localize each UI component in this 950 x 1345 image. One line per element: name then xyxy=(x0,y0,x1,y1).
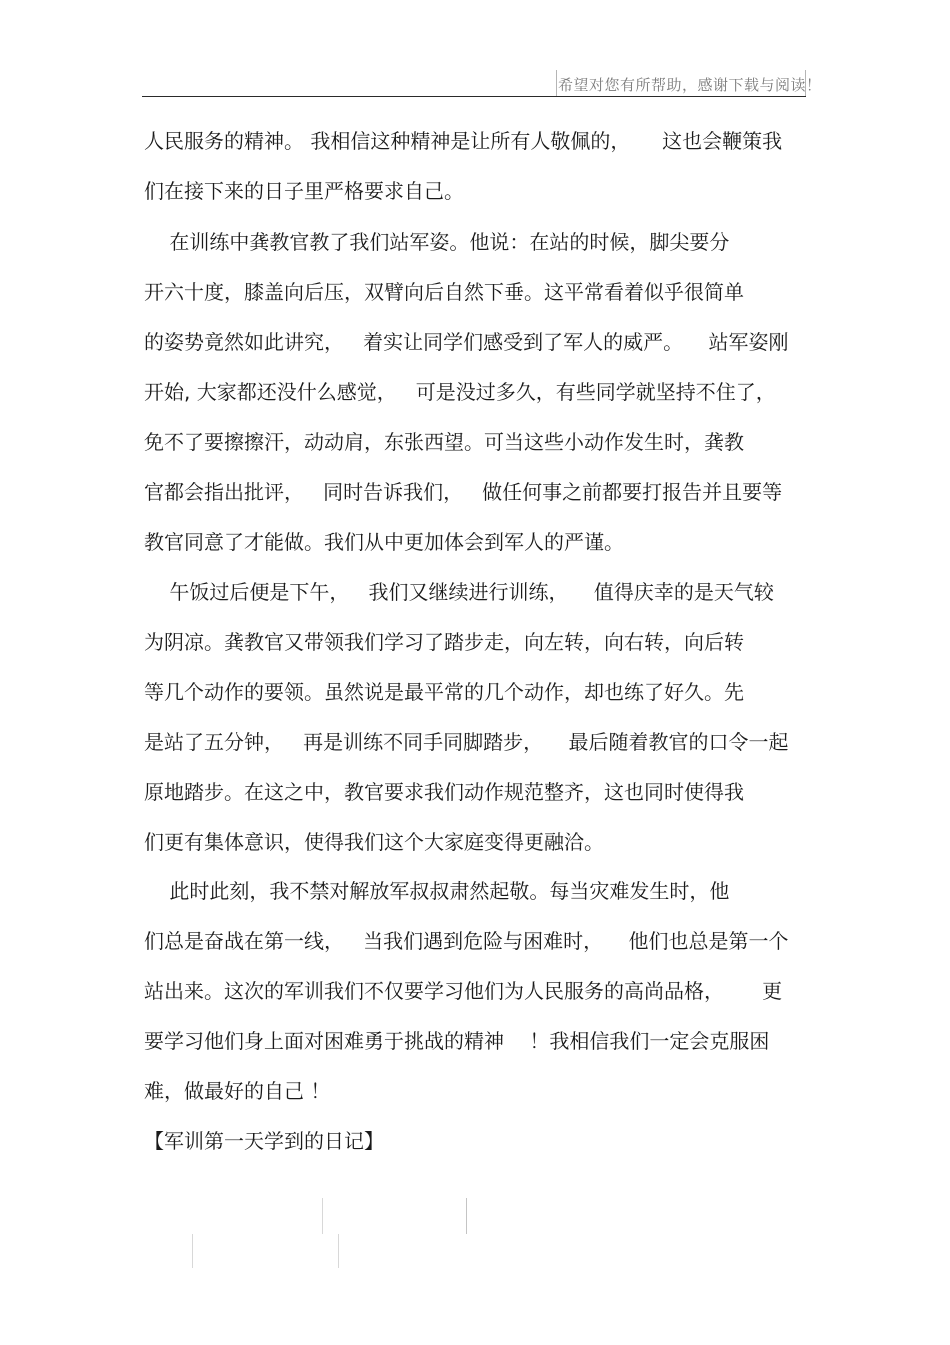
body-line: 们更有集体意识，使得我们这个大家庭变得更融洽。 xyxy=(144,830,604,854)
body-line: 开六十度，膝盖向后压，双臂向后自然下垂。这平常看着似乎很简单 xyxy=(144,280,744,304)
body-line: 难，做最好的自己 ！ xyxy=(144,1079,331,1103)
scan-mark xyxy=(192,1234,193,1268)
body-line: 是站了五分钟， 再是训练不同手同脚踏步， 最后随着教官的口令一起 xyxy=(144,730,789,754)
body-line: 官都会指出批评， 同时告诉我们， 做任何事之前都要打报告并且要等 xyxy=(144,480,783,504)
scan-mark xyxy=(322,1198,323,1234)
body-line: 站出来。这次的军训我们不仅要学习他们为人民服务的高尚品格， 更 xyxy=(144,979,783,1003)
body-line: 们在接下来的日子里严格要求自己。 xyxy=(144,179,464,203)
body-line: 等几个动作的要领。虽然说是最平常的几个动作，却也练了好久。先 xyxy=(144,680,744,704)
header-rule xyxy=(142,96,806,97)
body-line: 人民服务的精神。 我相信这种精神是让所有人敬佩的， 这也会鞭策我 xyxy=(144,129,783,153)
header-note: 希望对您有所帮助，感谢下载与阅读！ xyxy=(558,76,822,94)
body-line: 在训练中龚教官教了我们站军姿。他说：在站的时候，脚尖要分 xyxy=(144,230,730,254)
scan-mark xyxy=(466,1198,467,1234)
body-line: 开始, 大家都还没什么感觉， 可是没过多久，有些同学就坚持不住了， xyxy=(144,380,776,404)
body-line: 为阴凉。龚教官又带领我们学习了踏步走，向左转，向右转，向后转 xyxy=(144,630,744,654)
body-line: 此时此刻，我不禁对解放军叔叔肃然起敬。每当灾难发生时，他 xyxy=(144,879,730,903)
scan-mark xyxy=(338,1234,339,1268)
body-line: 要学习他们身上面对困难勇于挑战的精神 ！我相信我们一定会克服困 xyxy=(144,1029,770,1053)
body-line: 原地踏步。在这之中，教官要求我们动作规范整齐，这也同时使得我 xyxy=(144,780,744,804)
body-line: 午饭过后便是下午， 我们又继续进行训练， 值得庆幸的是天气较 xyxy=(144,580,774,604)
body-line: 教官同意了才能做。我们从中更加体会到军人的严谨。 xyxy=(144,530,624,554)
body-line: 免不了要擦擦汗，动动肩，东张西望。可当这些小动作发生时，龚教 xyxy=(144,430,744,454)
body-line: 们总是奋战在第一线， 当我们遇到危险与困难时， 他们也总是第一个 xyxy=(144,929,789,953)
section-heading: 【军训第一天学到的日记】 xyxy=(144,1129,384,1153)
body-line: 的姿势竟然如此讲究， 着实让同学们感受到了军人的威严。 站军姿刚 xyxy=(144,330,789,354)
